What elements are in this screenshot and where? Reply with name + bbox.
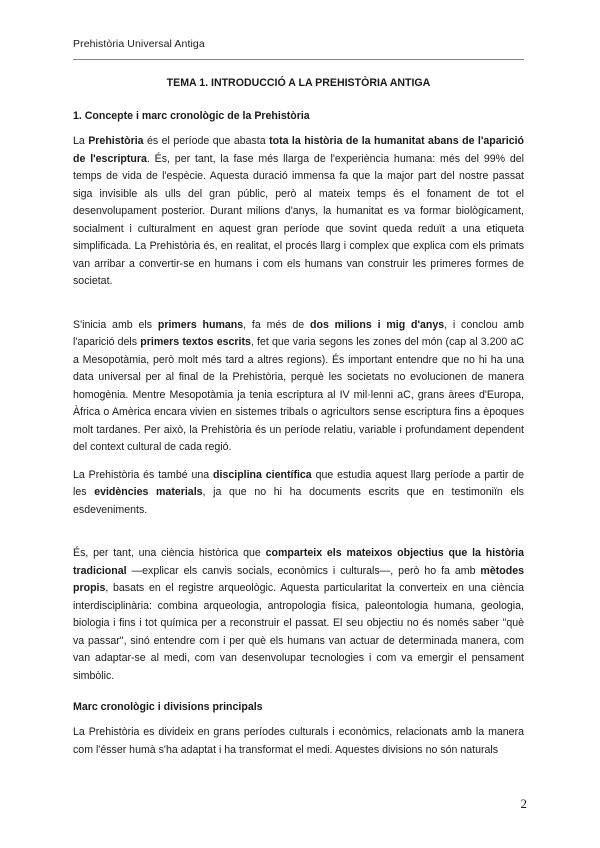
bold-term: comparteix els mateixos objectius que la història tradicional (73, 547, 524, 577)
section-heading-divisions: Marc cronològic i divisions principals (73, 701, 263, 713)
page-number: 2 (520, 796, 527, 811)
paragraph-definition (73, 133, 524, 291)
running-header: Prehistòria Universal Antiga (73, 38, 205, 50)
bold-term: primers textos escrits (140, 336, 251, 348)
document-body (73, 75, 524, 759)
text-run: , fa més de (243, 318, 311, 331)
text-run: La Prehistòria és també una (73, 468, 214, 481)
text-run: La (73, 135, 89, 147)
bold-term: primers humans (157, 318, 244, 331)
bold-term: disciplina científica (213, 468, 312, 481)
paragraph-methods (73, 545, 524, 685)
header-divider (73, 59, 524, 60)
document-title: TEMA 1. INTRODUCCIÓ A LA PREHISTÒRIA ANTIGA (166, 77, 431, 89)
text-run: , ja que no hi ha documents escrits que en testimoniïn els esdeveniments. (73, 486, 524, 516)
bold-term: Prehistòria (88, 135, 144, 147)
text-run: —explicar els canvis socials, econòmics i culturals—, però ho fa amb (126, 564, 481, 577)
bold-term: tota la història de la humanitat abans de l'aparició de l'escriptura (73, 135, 524, 165)
text-run: La Prehistòria es divideix en grans períodes culturals i econòmics, relacionats amb la manera com l'ésser humà s'ha adaptat i ha transformat el medi. Aquestes divisions no són naturals (73, 726, 524, 756)
bold-term: dos milions i mig d'anys (310, 318, 445, 331)
text-run: , basats en el registre arqueològic. Aquesta particularitat la converteix en una ciència interdisciplinària: combina arqueologia, antropologia física, paleontologia humana, geologia, biologia i fins i tot química per a reconstruir el passat. El seu objectiu no és només saber "què va passar", sinó entendre com i per què els humans van actuar de determinada manera, com van adaptar-se al medi, com van desenvolupar tecnologies i com va emergir el pensament simbòlic. (73, 582, 524, 682)
paragraph-divisions (73, 724, 524, 759)
text-run: . És, per tant, la fase més llarga de l'experiència humana: més del 99% del temps de vida de l'espècie. Aquesta duració immensa fa que la major part del nostre passat siga invisible als ulls del gran públic, però al mateix temps és el fonament de tot el desenvolupament posterior. Durant milions d'anys, la humanitat es va formar biològicament, socialment i culturalment en aquest gran període que sovint queda reduït a una etiqueta simplificada. La Prehistòria és, en realitat, el procés llarg i complex que explica com els primats van arribar a convertir-se en humans i com els humans van construir les primeres formes de societat. (73, 152, 524, 287)
paragraph-chronology (73, 317, 524, 457)
paragraph-discipline (73, 467, 524, 520)
text-run: que estudia aquest llarg període a partir de les (73, 468, 525, 498)
text-run: , fet que varia segons les zones del món (cap al 3.200 aC a Mesopotàmia, però molt més tard a altres regions). És important entendre que no hi ha una data universal per al final de la Prehistòria, perquè les societats no evolucionen de manera homogènia. Mentre Mesopotàmia ja tenia escriptura al IV mil·lenni aC, grans àrees d'Europa, Àfrica o Amèrica encara vivien en sistemes tribals o agricultors sense escriptura fins a èpoques molt tardanes. Per això, la Prehistòria és un període relatiu, variable i profundament dependent del context cultural de cada regió. (73, 336, 525, 453)
text-run: S'inicia amb els (73, 318, 158, 331)
bold-term: evidències materials (94, 486, 203, 498)
section-heading-concept: 1. Concepte i marc cronològic de la Prehistòria (73, 110, 310, 122)
bold-term: mètodes propis (73, 564, 524, 594)
text-run: És, per tant, una ciència històrica que (73, 547, 266, 559)
text-run: és el període que abasta (143, 135, 270, 147)
text-run: , i conclou amb l'aparició dels (73, 318, 524, 348)
